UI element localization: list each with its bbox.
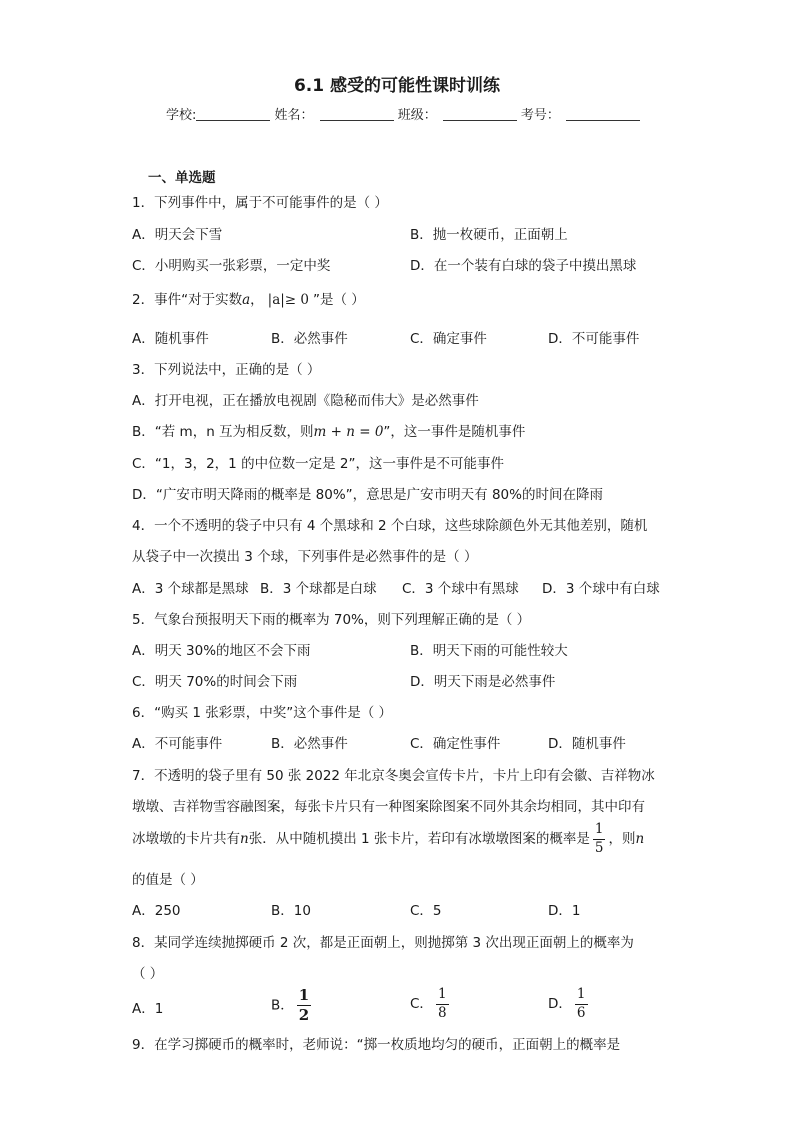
question-6-option-b: B．必然事件 xyxy=(271,736,348,752)
question-4-option-b: B．3 个球都是白球 xyxy=(260,581,377,597)
question-7-stem-line-3-post: ，则 xyxy=(608,831,636,847)
question-5-option-c: C．明天 70%的时间会下雨 xyxy=(132,674,298,690)
student-info-row xyxy=(166,104,640,123)
question-4-stem-line-2: 从袋子中一次摸出 3 个球，下列事件是必然事件的是（ ） xyxy=(132,549,478,565)
school-label: 学校: xyxy=(166,108,197,123)
question-8-option-b-fraction xyxy=(297,988,311,1023)
class-label: 班级： xyxy=(397,108,437,123)
number-blank[interactable] xyxy=(566,108,640,121)
question-8-option-c xyxy=(410,988,452,1020)
question-2-abs-expression: |a|≥ 0 xyxy=(267,292,309,308)
question-3-stem: 3．下列说法中，正确的是（ ） xyxy=(132,362,321,378)
question-7-option-a: A．250 xyxy=(132,903,181,919)
question-9-stem-line-1: 9．在学习掷硬币的概率时，老师说：“掷一枚质地均匀的硬币，正面朝上的概率是 xyxy=(132,1037,621,1053)
question-7-stem-line-2: 墩墩、吉祥物雪容融图案，每张卡片只有一种图案除图案不同外其余均相同，其中印有 xyxy=(132,799,645,815)
question-8-option-c-numerator: 1 xyxy=(436,988,449,1005)
page-title: 6.1 感受的可能性课时训练 xyxy=(293,76,501,96)
question-8-option-b-label: B． xyxy=(271,997,294,1014)
question-8-option-d-fraction xyxy=(575,988,588,1020)
question-4-stem-line-1: 4．一个不透明的袋子中只有 4 个黑球和 2 个白球，这些球除颜色外无其他差别，随机 xyxy=(132,518,648,534)
name-label: 姓名： xyxy=(274,108,314,123)
section-heading: 一、单选题 xyxy=(148,170,216,186)
question-2-stem-pre: 2．事件“对于实数 xyxy=(132,292,243,308)
question-6-option-a: A．不可能事件 xyxy=(132,736,223,752)
question-4-option-d: D．3 个球中有白球 xyxy=(542,581,660,597)
question-1-option-d: D．在一个装有白球的袋子中摸出黑球 xyxy=(410,258,637,274)
question-8-option-b xyxy=(271,988,314,1023)
question-3-option-d: D．“广安市明天降雨的概率是 80%”，意思是广安市明天有 80%的时间在降雨 xyxy=(132,487,603,503)
question-1-option-b: B．抛一枚硬币，正面朝上 xyxy=(410,227,568,243)
question-7-option-b: B．10 xyxy=(271,903,311,919)
question-2-var-a: a xyxy=(242,292,251,308)
question-7-option-d: D．1 xyxy=(548,903,581,919)
question-8-option-d-numerator: 1 xyxy=(575,988,588,1005)
question-4-option-a: A．3 个球都是黑球 xyxy=(132,581,249,597)
question-7-var-n-2: n xyxy=(635,831,645,847)
question-5-option-b: B．明天下雨的可能性较大 xyxy=(410,643,568,659)
question-3-option-b-pre: B．“若 m，n 互为相反数，则 xyxy=(132,424,314,440)
question-3-option-b-math: m + n = 0 xyxy=(313,424,384,440)
question-2-stem-post: ”是（ ） xyxy=(313,292,365,308)
question-8-option-c-label: C． xyxy=(410,996,433,1012)
question-7-fraction-numerator: 1 xyxy=(593,823,606,840)
question-8-stem-line-1: 8．某同学连续抛掷硬币 2 次，都是正面朝上，则抛掷第 3 次出现正面朝上的概率为 xyxy=(132,935,634,951)
question-8-option-a: A．1 xyxy=(132,1001,164,1017)
question-2-option-c: C．确定事件 xyxy=(410,331,487,347)
question-1-option-c: C．小明购买一张彩票，一定中奖 xyxy=(132,258,331,274)
question-2-sep: ， xyxy=(250,292,264,308)
question-3-option-a: A．打开电视，正在播放电视剧《隐秘而伟大》是必然事件 xyxy=(132,393,479,409)
question-7-stem-line-3-pre: 冰墩墩的卡片共有 xyxy=(132,831,240,847)
question-6-option-c: C．确定性事件 xyxy=(410,736,501,752)
question-3-option-c: C．“1，3，2，1 的中位数一定是 2”，这一事件是不可能事件 xyxy=(132,456,504,472)
question-8-option-d xyxy=(548,988,591,1020)
number-label: 考号： xyxy=(520,108,560,123)
question-7-var-n: n xyxy=(240,831,249,847)
question-5-stem: 5．气象台预报明天下雨的概率为 70%，则下列理解正确的是（ ） xyxy=(132,612,531,628)
question-8-option-c-denominator: 8 xyxy=(437,1004,447,1021)
question-8-stem-line-2: （ ） xyxy=(132,966,164,982)
question-2-option-a: A．随机事件 xyxy=(132,331,209,347)
question-8-option-d-label: D． xyxy=(548,996,572,1012)
school-blank[interactable] xyxy=(196,108,270,121)
question-2-option-b: B．必然事件 xyxy=(271,331,348,347)
question-6-stem: 6．“购买 1 张彩票，中奖”这个事件是（ ） xyxy=(132,705,393,721)
question-2-stem xyxy=(132,288,365,308)
question-1-stem: 1．下列事件中，属于不可能事件的是（ ） xyxy=(132,195,388,211)
question-6-option-d: D．随机事件 xyxy=(548,736,626,752)
question-3-option-b xyxy=(132,420,525,440)
question-3-option-b-post: ”，这一事件是随机事件 xyxy=(383,424,526,440)
question-7-stem-line-1: 7．不透明的袋子里有 50 张 2022 年北京冬奥会宣传卡片，卡片上印有会徽、吉祥物冰 xyxy=(132,768,655,784)
question-5-option-a: A．明天 30%的地区不会下雨 xyxy=(132,643,311,659)
question-8-option-d-denominator: 6 xyxy=(576,1004,586,1021)
question-7-stem-line-3 xyxy=(132,823,644,855)
question-7-stem-line-3-mid: 张．从中随机摸出 1 张卡片，若印有冰墩墩图案的概率是 xyxy=(248,831,590,847)
question-7-stem-line-4: 的值是（ ） xyxy=(132,872,204,888)
question-7-option-c: C．5 xyxy=(410,903,442,919)
question-4-option-c: C．3 个球中有黑球 xyxy=(402,581,519,597)
question-7-fraction-denominator: 5 xyxy=(594,839,604,856)
question-2-option-d: D．不可能事件 xyxy=(548,331,640,347)
question-8-option-b-denominator: 2 xyxy=(298,1006,310,1024)
question-1-option-a: A．明天会下雪 xyxy=(132,227,223,243)
question-5-option-d: D．明天下雨是必然事件 xyxy=(410,674,556,690)
question-7-fraction xyxy=(593,823,606,855)
class-blank[interactable] xyxy=(443,108,517,121)
question-8-option-b-numerator: 1 xyxy=(298,986,310,1004)
name-blank[interactable] xyxy=(320,108,394,121)
question-8-option-c-fraction xyxy=(436,988,449,1020)
